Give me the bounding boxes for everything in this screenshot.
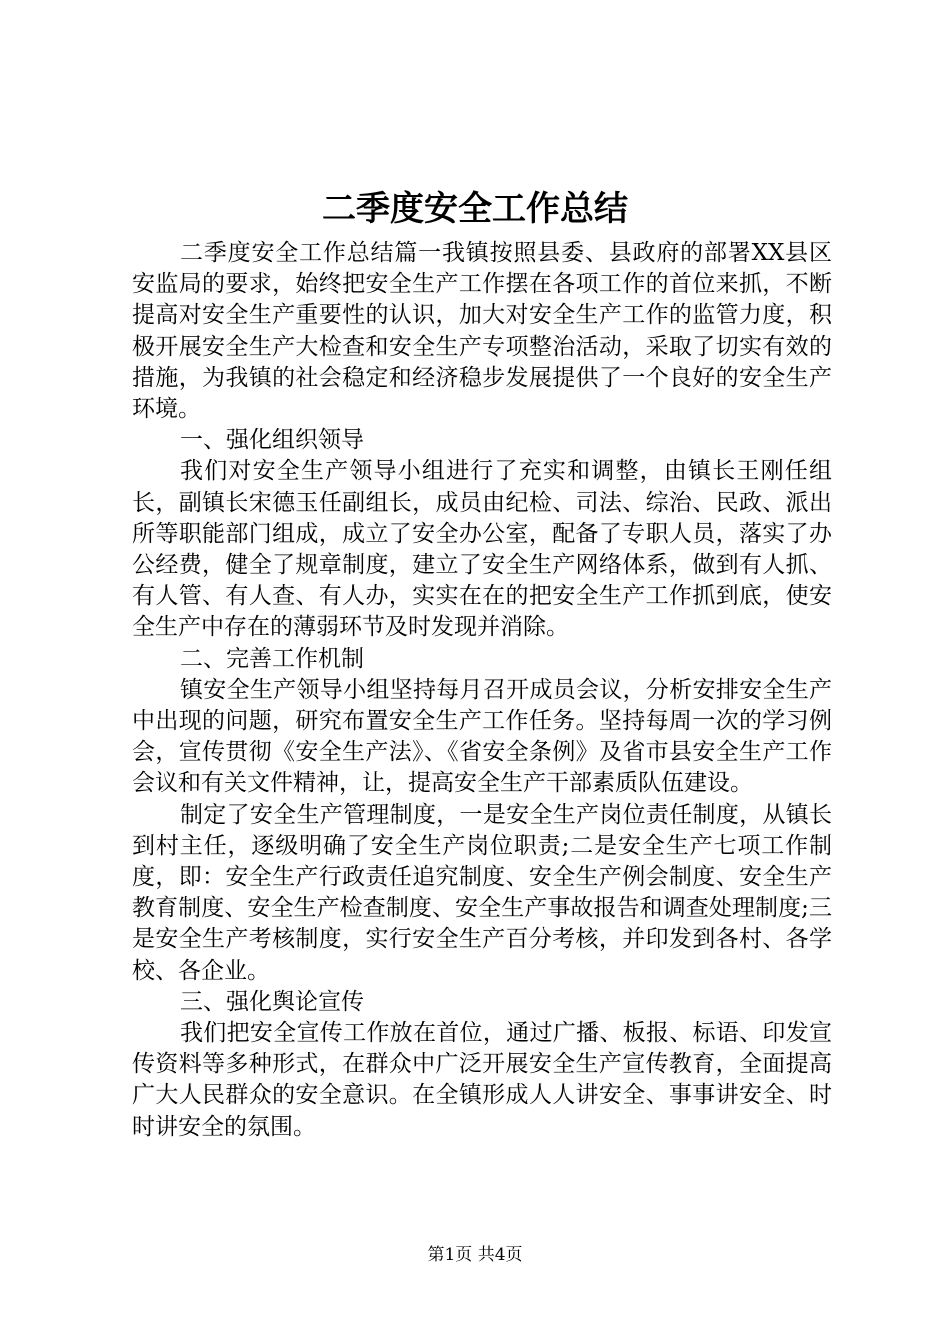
section-heading-3: 三、强化舆论宣传 bbox=[180, 988, 364, 1015]
document-body bbox=[132, 238, 832, 1143]
document-title: 二季度安全工作总结 bbox=[322, 189, 628, 229]
paragraph-publicity: 我们把安全宣传工作放在首位，通过广播、板报、标语、印发宣传资料等多种形式，在群众中广泛开展安全生产宣传教育，全面提高广大人民群众的安全意识。在全镇形成人人讲安全、事事讲安全、时时讲安全的氛围。 bbox=[132, 1020, 832, 1140]
section-heading-1: 一、强化组织领导 bbox=[180, 427, 364, 454]
page-number: 第1页 共4页 bbox=[427, 1245, 523, 1265]
paragraph-organization: 我们对安全生产领导小组进行了充实和调整，由镇长王刚任组长，副镇长宋德玉任副组长，成员由纪检、司法、综治、民政、派出所等职能部门组成，成立了安全办公室，配备了专职人员，落实了办公经费，健全了规章制度，建立了安全生产网络体系，做到有人抓、有人管、有人查、有人办，实实在在的把安全生产工作抓到底，使安全生产中存在的薄弱环节及时发现并消除。 bbox=[132, 458, 832, 641]
paragraph-meetings: 镇安全生产领导小组坚持每月召开成员会议，分析安排安全生产中出现的问题，研究布置安全生产工作任务。坚持每周一次的学习例会，宣传贯彻《安全生产法》、《省安全条例》及省市县安全生产工作会议和有关文件精神，让，提高安全生产干部素质队伍建设。 bbox=[132, 676, 832, 797]
section-heading-2: 二、完善工作机制 bbox=[180, 645, 364, 672]
paragraph-intro: 二季度安全工作总结篇一我镇按照县委、县政府的部署XX县区安监局的要求，始终把安全生产工作摆在各项工作的首位来抓，不断提高对安全生产重要性的认识，加大对安全生产工作的监管力度，积极开展安全生产大检查和安全生产专项整治活动，采取了切实有效的措施，为我镇的社会稳定和经济稳步发展提供了一个良好的安全生产环境。 bbox=[132, 240, 832, 423]
paragraph-rules: 制定了安全生产管理制度，一是安全生产岗位责任制度，从镇长到村主任，逐级明确了安全生产岗位职责;二是安全生产七项工作制度，即：安全生产行政责任追究制度、安全生产例会制度、安全生产教育制度、安全生产检查制度、安全生产事故报告和调查处理制度;三是安全生产考核制度，实行安全生产百分考核，并印发到各村、各学校、各企业。 bbox=[132, 801, 832, 984]
